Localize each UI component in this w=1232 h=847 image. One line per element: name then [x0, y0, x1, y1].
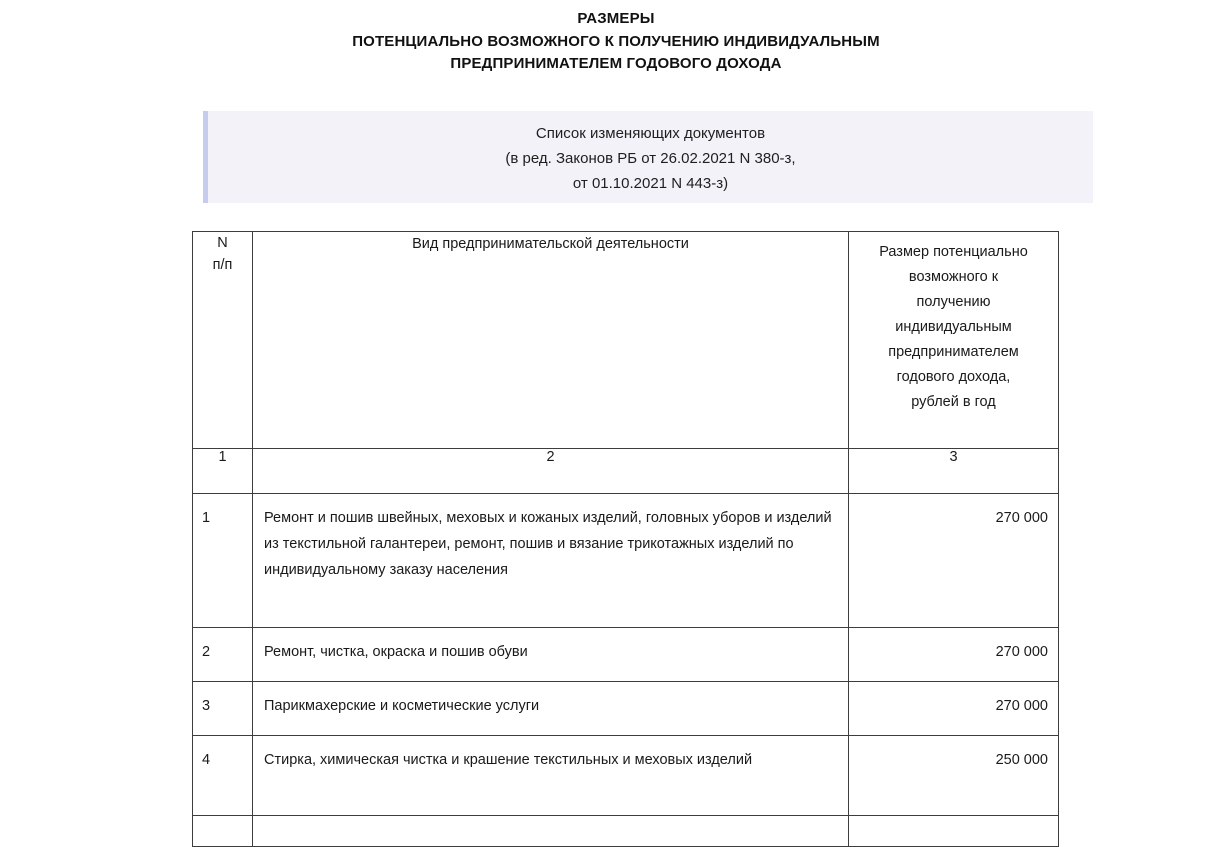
column-header-income-line-5: предпринимателем: [888, 344, 1019, 360]
column-header-income-line-1: Размер потенциально: [879, 244, 1028, 260]
page-title-line-1: РАЗМЕРЫ: [577, 10, 655, 27]
income-table-header: [193, 232, 1059, 494]
page-title: [0, 0, 1232, 76]
table-row: [193, 628, 1059, 682]
income-table-body: [193, 494, 1059, 847]
income-table: [192, 231, 1059, 847]
column-header-income-line-7: рублей в год: [911, 394, 996, 410]
column-header-income-line-4: индивидуальным: [895, 319, 1012, 335]
column-header-number: [193, 232, 253, 449]
header-row: [193, 232, 1059, 449]
column-header-income: [849, 232, 1059, 449]
table-row: [193, 816, 1059, 847]
row-activity: Ремонт и пошив швейных, меховых и кожаных изделий, головных уборов и изделий из текстильной галантереи, ремонт, пошив и вязание трикотажных изделий по индивидуальному заказу населения: [253, 494, 849, 628]
table-row: [193, 682, 1059, 736]
column-header-income-line-2: возможного к: [908, 269, 999, 285]
row-income: 270 000: [849, 628, 1059, 682]
column-number-2: 2: [253, 449, 849, 494]
row-income: [849, 816, 1059, 847]
column-header-number-line-2: п/п: [212, 257, 233, 273]
row-number: 1: [193, 494, 253, 628]
row-activity: Стирка, химическая чистка и крашение текстильных и меховых изделий: [253, 736, 849, 816]
row-income: 270 000: [849, 682, 1059, 736]
page-title-line-2: ПОТЕНЦИАЛЬНО ВОЗМОЖНОГО К ПОЛУЧЕНИЮ ИНДИВИДУАЛЬНЫМ: [352, 32, 880, 50]
page-title-line-3: ПРЕДПРИНИМАТЕЛЕМ ГОДОВОГО ДОХОДА: [450, 55, 782, 72]
row-income: 270 000: [849, 494, 1059, 628]
amendment-notice-line-2: от 01.10.2021 N 443-з): [572, 174, 729, 192]
column-header-number-line-1: N: [217, 235, 228, 251]
column-number-3: 3: [849, 449, 1059, 494]
row-activity: Парикмахерские и косметические услуги: [253, 682, 849, 736]
amendment-notice-heading: Список изменяющих документов: [535, 124, 766, 142]
row-number: [193, 816, 253, 847]
column-number-row: [193, 449, 1059, 494]
row-income: 250 000: [849, 736, 1059, 816]
row-activity: Ремонт, чистка, окраска и пошив обуви: [253, 628, 849, 682]
row-number: 2: [193, 628, 253, 682]
table-row: [193, 494, 1059, 628]
amendment-notice-line-1: (в ред. Законов РБ от 26.02.2021 N 380-з,: [505, 149, 796, 167]
row-number: 4: [193, 736, 253, 816]
row-number: 3: [193, 682, 253, 736]
column-header-income-line-6: годового дохода,: [896, 369, 1011, 385]
column-header-income-line-3: получению: [916, 294, 991, 310]
amendment-notice: [203, 111, 1093, 203]
column-number-1: 1: [193, 449, 253, 494]
table-row: [193, 736, 1059, 816]
row-activity: [253, 816, 849, 847]
column-header-activity: Вид предпринимательской деятельности: [253, 232, 849, 449]
